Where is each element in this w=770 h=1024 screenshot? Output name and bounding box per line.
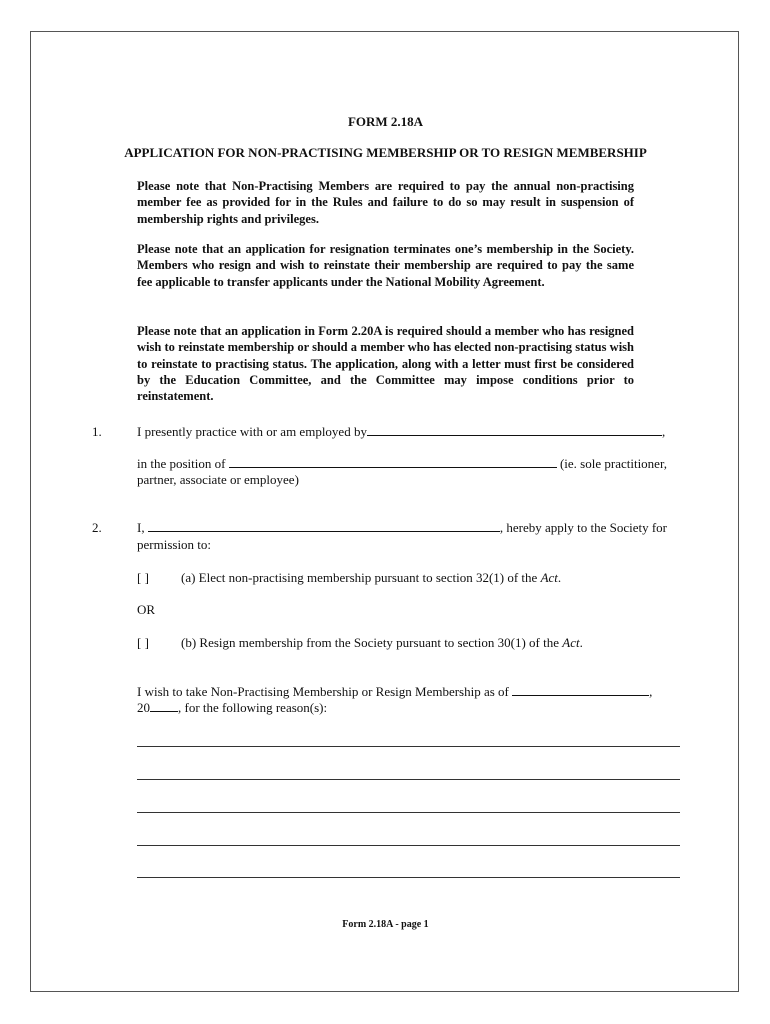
item-2-number: 2. (92, 520, 102, 535)
option-b-label: (b) Resign membership from the Society pursuant to section 30(1) of the (181, 635, 560, 650)
item-1-line (137, 424, 680, 440)
position-hint-2: partner, associate or employee) (137, 472, 299, 487)
apply-text: , hereby apply to the Society for (499, 520, 667, 535)
reason-line-1[interactable] (137, 746, 680, 747)
notice-fee: Please note that Non-Practising Members are required to pay the annual non-practising member fee as provided for in the Rules and failure to do so may result in suspension of membership rights and privileges. (137, 179, 634, 226)
wish-line (137, 684, 682, 700)
year-prefix: 20 (137, 700, 150, 715)
option-a-label: (a) Elect non-practising membership pursuant to section 32(1) of the (181, 570, 538, 585)
wish-text: I wish to take Non-Practising Membership or Resign Membership as of (137, 684, 509, 699)
page-footer: Form 2.18A - page 1 (342, 919, 429, 930)
position-hint: (ie. sole practitioner, (559, 456, 668, 471)
permission-text: permission to: (137, 537, 212, 552)
year-suffix: , for the following reason(s): (178, 700, 328, 715)
option-a-text (181, 570, 561, 586)
wish-comma: , (649, 684, 653, 699)
or-separator: OR (137, 602, 156, 617)
year-field[interactable] (150, 700, 178, 712)
checkbox-a[interactable]: [ ] (137, 570, 149, 585)
item-1-number: 1. (92, 424, 102, 439)
employed-by-label: I presently practice with or am employed by (137, 424, 367, 439)
item-2-line (137, 520, 682, 536)
employed-by-comma: , (661, 424, 666, 439)
position-label: in the position of (137, 456, 226, 471)
i-label: I, (137, 520, 145, 535)
form-title: APPLICATION FOR NON-PRACTISING MEMBERSHIP OR TO RESIGN MEMBERSHIP (124, 145, 647, 160)
position-field[interactable] (229, 456, 557, 468)
notice-resignation: Please note that an application for resignation terminates one’s membership in the Society. Members who resign and wish to reinstate their membership are required to pay the same fee applicable to transfer applicants under the National Mobility Agreement. (137, 242, 634, 289)
option-b-text (181, 635, 583, 651)
document-page (30, 31, 739, 992)
option-a-period: . (557, 570, 562, 585)
checkbox-b[interactable]: [ ] (137, 635, 149, 650)
reason-line-4[interactable] (137, 845, 680, 846)
reason-line-3[interactable] (137, 812, 680, 813)
option-a-act: Act (540, 570, 558, 585)
employer-field[interactable] (367, 424, 662, 436)
option-b-period: . (579, 635, 583, 650)
effective-date-field[interactable] (512, 684, 649, 696)
reason-line-5[interactable] (137, 877, 680, 878)
form-number: FORM 2.18A (347, 114, 424, 129)
applicant-name-field[interactable] (148, 520, 500, 532)
year-line (137, 700, 327, 716)
position-line (137, 456, 682, 472)
option-b-act: Act (562, 635, 580, 650)
notice-reinstatement: Please note that an application in Form 2.20A is required should a member who has resigned wish to reinstate membership or should a member who has elected non-practising status wish to reinstate to practising status. The application, along with a letter must first be considered by the Education Committee, and the Committee may impose conditions prior to reinstatement. (137, 324, 634, 404)
reason-line-2[interactable] (137, 779, 680, 780)
